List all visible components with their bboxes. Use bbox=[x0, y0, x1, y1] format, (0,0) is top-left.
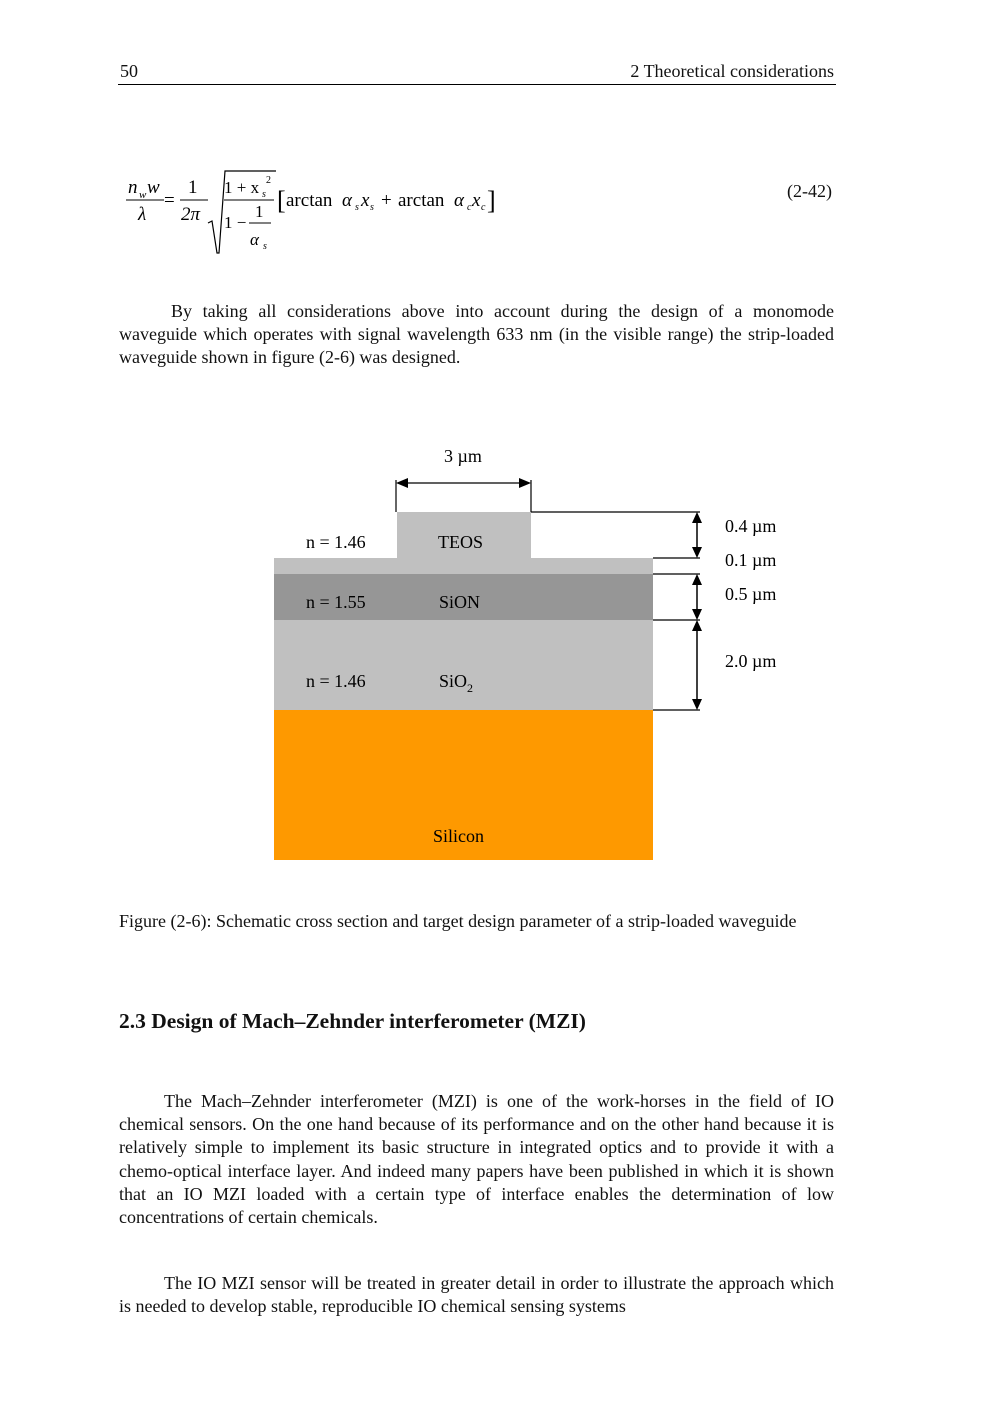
eq-sqrt-bottom-frac-num: 1 bbox=[255, 202, 264, 221]
eq-plus: + bbox=[381, 190, 392, 211]
paragraph-2 bbox=[119, 1090, 834, 1229]
teos-name-label: TEOS bbox=[438, 532, 483, 552]
eq-term2-fn: arctan bbox=[398, 190, 445, 211]
eq-term1-alpha: α bbox=[342, 190, 352, 211]
running-head: 2 Theoretical considerations bbox=[630, 61, 834, 81]
eq-lhs-numerator-sub: w bbox=[139, 189, 147, 201]
paragraph-2-text: The Mach–Zehnder interferometer (MZI) is one of the work-horses in the field of IO chemical sensors. On the one hand because of its performance and on the other hand because it is relatively simple to implement its basic structure in integrated optics and to provide it with a chemo-optical interface layer. And indeed many papers have been published in which it is shown that an IO MZI loaded with a certain type of interface enables the determination of low concentrations of certain chemicals. bbox=[119, 1091, 834, 1228]
paragraph-1 bbox=[119, 300, 834, 370]
eq-sqrt-bottom-one: 1 − bbox=[224, 213, 247, 232]
eq-bracket-open: [ bbox=[277, 186, 286, 215]
eq-sqrt-top: 1 + x bbox=[224, 178, 260, 197]
eq-sqrt-top-sup: 2 bbox=[266, 175, 271, 186]
figure-caption: Figure (2-6): Schematic cross section and target design parameter of a strip-loaded waveguide bbox=[119, 911, 797, 931]
equation-number: (2-42) bbox=[787, 181, 832, 201]
eq-sqrt-bottom-frac-den: α bbox=[250, 230, 259, 249]
waveguide-cross-section-figure bbox=[0, 430, 1000, 870]
eq-term2-x: x bbox=[472, 190, 481, 211]
thickness-label-sio2: 2.0 µm bbox=[725, 651, 777, 671]
page-number: 50 bbox=[120, 61, 138, 81]
eq-frac-numerator: 1 bbox=[188, 177, 198, 198]
eq-lhs-numerator: n bbox=[128, 177, 138, 198]
eq-frac-denominator: 2π bbox=[181, 204, 201, 225]
eq-term1-alpha-sub: s bbox=[355, 202, 359, 213]
sion-name-label: SiON bbox=[439, 592, 481, 612]
paragraph-3-text: The IO MZI sensor will be treated in greater detail in order to illustrate the approach which is needed to develop stable, reproducible IO chemical sensing systems bbox=[119, 1273, 834, 1317]
sio2-layer bbox=[274, 620, 653, 710]
eq-bracket-close: ] bbox=[487, 186, 496, 215]
sion-index-label: n = 1.55 bbox=[306, 592, 366, 612]
eq-term2-alpha: α bbox=[454, 190, 464, 211]
sio2-index-label: n = 1.46 bbox=[306, 671, 366, 691]
eq-term1-fn: arctan bbox=[286, 190, 333, 211]
equation-2-42 bbox=[118, 165, 498, 257]
paragraph-3 bbox=[119, 1272, 834, 1318]
eq-sqrt-top-sub: s bbox=[262, 189, 266, 200]
header-rule bbox=[118, 84, 836, 85]
paragraph-1-text: By taking all considerations above into account during the design of a monomode waveguide which operates with signal wavelength 633 nm (in the visible range) the strip-loaded waveguide shown in figure (2-6) was designed. bbox=[119, 301, 834, 368]
thickness-label-teos: 0.4 µm bbox=[725, 516, 777, 536]
eq-term1-x-sub: s bbox=[370, 202, 374, 213]
eq-term2-x-sub: c bbox=[481, 202, 486, 213]
eq-term1-x: x bbox=[361, 190, 370, 211]
eq-term2-alpha-sub: c bbox=[467, 202, 472, 213]
section-heading: 2.3 Design of Mach–Zehnder interferometer (MZI) bbox=[119, 1009, 586, 1033]
thickness-label-slab: 0.1 µm bbox=[725, 550, 777, 570]
silicon-name-label: Silicon bbox=[433, 826, 485, 846]
width-label: 3 µm bbox=[444, 446, 482, 466]
eq-lhs-denominator: λ bbox=[138, 204, 147, 225]
eq-equals: = bbox=[164, 190, 175, 211]
eq-lhs-numerator-var: w bbox=[147, 177, 160, 198]
teos-index-label: n = 1.46 bbox=[306, 532, 366, 552]
eq-sqrt-bottom-frac-den-sub: s bbox=[263, 241, 267, 252]
thickness-label-sion: 0.5 µm bbox=[725, 584, 777, 604]
sio2-name-label: SiO$_2$ bbox=[439, 671, 474, 695]
teos-slab bbox=[274, 558, 653, 574]
